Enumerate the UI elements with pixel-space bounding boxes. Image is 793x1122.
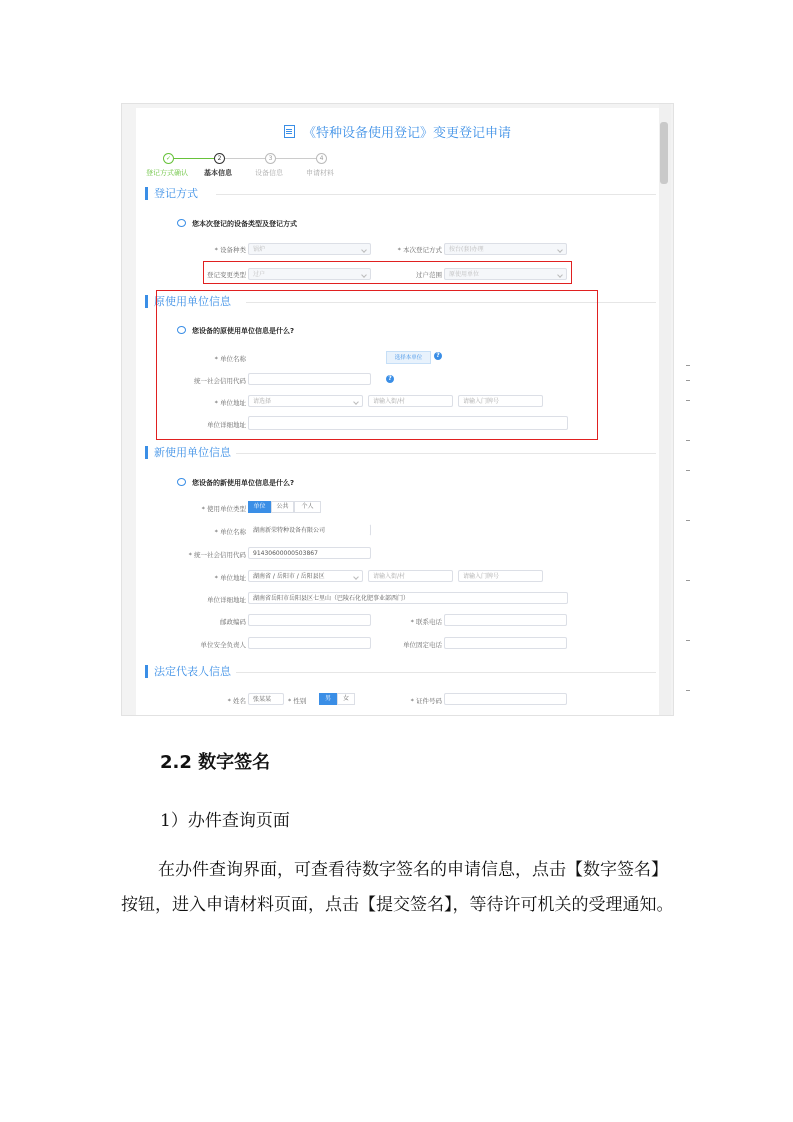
step-4-label[interactable]: 申请材料 xyxy=(306,169,334,177)
safety-officer-field[interactable] xyxy=(248,637,371,649)
highlight-box-original-unit xyxy=(156,290,598,440)
form-screenshot xyxy=(121,103,674,716)
new-street-placeholder: 请输入街/村 xyxy=(373,573,406,580)
margin-mark xyxy=(686,365,690,366)
step-3-dot: 3 xyxy=(265,153,276,164)
label-credit-code: 统一社会信用代码 xyxy=(194,377,246,385)
label-new-unit-address: * 单位地址 xyxy=(214,574,246,582)
new-street-field[interactable] xyxy=(368,570,453,582)
label-transfer-scope: 过户范围 xyxy=(416,271,442,279)
section-title-new-unit: 新使用单位信息 xyxy=(145,446,231,459)
question-text: 您设备的原使用单位信息是什么? xyxy=(192,327,295,335)
label-safety-officer: 单位安全负责人 xyxy=(200,641,246,649)
form-title-text: 《特种设备使用登记》变更登记申请 xyxy=(302,126,511,141)
section-rule xyxy=(216,194,656,195)
label-change-type: 登记变更类型 xyxy=(207,271,246,279)
label-unit-kind: * 使用单位类型 xyxy=(201,505,246,513)
label-landline: 单位固定电话 xyxy=(403,641,442,649)
section-title-registration: 登记方式 xyxy=(145,187,198,200)
step-2-label[interactable]: 基本信息 xyxy=(204,169,232,177)
new-credit-code-field[interactable]: 91430600000503867 xyxy=(248,547,371,559)
section-title-legal-rep: 法定代表人信息 xyxy=(145,665,231,678)
rep-id-field[interactable] xyxy=(444,693,567,705)
street-placeholder: 请输入街/村 xyxy=(373,398,406,405)
label-unit-address: * 单位地址 xyxy=(214,399,246,407)
label-contact-phone: * 联系电话 xyxy=(410,618,442,626)
label-new-unit-name: * 单位名称 xyxy=(214,528,246,536)
form-panel xyxy=(136,108,659,715)
change-type-value: 过户 xyxy=(253,271,266,278)
label-rep-id: * 证件号码 xyxy=(410,697,442,705)
register-method-value: 按台(套)办理 xyxy=(449,246,484,253)
device-type-value: 锅炉 xyxy=(253,246,266,253)
door-placeholder: 请输入门牌号 xyxy=(463,398,500,405)
new-detail-address-field[interactable]: 湖南省岳阳市岳阳县区七里山（巴陵石化化肥事业部西门） xyxy=(248,592,568,604)
label-detail-address: 单位详细地址 xyxy=(207,421,246,429)
question-text: 您本次登记的设备类型及登记方式 xyxy=(192,220,297,228)
label-unit-name: * 单位名称 xyxy=(214,355,246,363)
postcode-field[interactable] xyxy=(248,614,371,626)
register-method-select[interactable] xyxy=(444,243,567,255)
label-postcode: 邮政编码 xyxy=(220,618,246,626)
chevron-down-icon xyxy=(353,574,359,580)
rep-name-field[interactable]: 张某某 xyxy=(248,693,284,705)
help-icon[interactable]: ? xyxy=(386,375,394,383)
device-type-select[interactable] xyxy=(248,243,371,255)
kind-option-unit[interactable]: 单位 xyxy=(248,501,271,513)
label-register-method: * 本次登记方式 xyxy=(397,246,442,254)
kind-option-public[interactable]: 公共 xyxy=(271,501,294,513)
chat-icon xyxy=(177,478,186,486)
step-line-1 xyxy=(174,158,214,159)
question-text: 您设备的新使用单位信息是什么? xyxy=(192,479,295,487)
label-device-type: * 设备种类 xyxy=(214,246,246,254)
gender-option-female[interactable]: 女 xyxy=(337,693,355,705)
step-1-label[interactable]: 登记方式确认 xyxy=(146,169,188,177)
landline-field[interactable] xyxy=(444,637,567,649)
chat-icon xyxy=(177,219,186,227)
new-door-number-field[interactable] xyxy=(458,570,543,582)
step-line-2 xyxy=(225,158,265,159)
question-registration xyxy=(177,219,297,229)
highlight-box-change-type xyxy=(203,261,572,284)
label-rep-name: * 姓名 xyxy=(227,697,246,705)
chevron-down-icon xyxy=(361,247,367,253)
section-heading: 2.2 数字签名 xyxy=(160,752,271,773)
step-line-3 xyxy=(276,158,316,159)
form-title xyxy=(136,122,659,141)
margin-mark xyxy=(686,380,690,381)
subsection-heading: 1）办件查询页面 xyxy=(160,811,290,831)
section-rule xyxy=(236,453,656,454)
new-region-select[interactable] xyxy=(248,570,363,582)
label-rep-gender: * 性别 xyxy=(288,697,307,705)
gender-option-male[interactable]: 男 xyxy=(319,693,337,705)
margin-mark xyxy=(686,440,690,441)
scrollbar[interactable] xyxy=(659,104,671,715)
section-title-original-unit: 原使用单位信息 xyxy=(145,295,231,308)
kind-option-person[interactable]: 个人 xyxy=(294,501,321,513)
new-door-placeholder: 请输入门牌号 xyxy=(463,573,500,580)
margin-mark xyxy=(686,690,690,691)
region-placeholder: 请选择 xyxy=(253,398,272,405)
body-paragraph xyxy=(121,853,681,923)
margin-mark xyxy=(686,640,690,641)
scrollbar-thumb[interactable] xyxy=(660,122,668,184)
label-new-detail-address: 单位详细地址 xyxy=(207,596,246,604)
chevron-down-icon xyxy=(557,247,563,253)
contact-phone-field[interactable] xyxy=(444,614,567,626)
question-new-unit xyxy=(177,478,294,488)
step-3-label[interactable]: 设备信息 xyxy=(255,169,283,177)
step-2-dot: 2 xyxy=(214,153,225,164)
margin-mark xyxy=(686,580,690,581)
label-new-credit-code: * 统一社会信用代码 xyxy=(188,551,246,559)
new-region-value: 湖南省 / 岳阳市 / 岳阳县区 xyxy=(253,573,325,580)
select-unit-button[interactable]: 选择本单位 xyxy=(386,351,431,364)
margin-mark xyxy=(686,400,690,401)
section-rule xyxy=(236,672,656,673)
step-4-dot: 4 xyxy=(316,153,327,164)
document-icon xyxy=(284,125,295,138)
new-unit-name-field[interactable]: 湖南新荣特种设备有限公司 xyxy=(248,524,371,536)
help-icon[interactable]: ? xyxy=(434,352,442,360)
transfer-scope-value: 原使用单位 xyxy=(449,271,480,278)
step-1-check-icon: ✓ xyxy=(163,153,174,164)
margin-mark xyxy=(686,470,690,471)
body-paragraph-text: 在办件查询界面，可查看待数字签名的申请信息，点击【数字签名】按钮，进入申请材料页面，点击【提交签名】，等待许可机关的受理通知。 xyxy=(121,860,674,915)
margin-mark xyxy=(686,520,690,521)
